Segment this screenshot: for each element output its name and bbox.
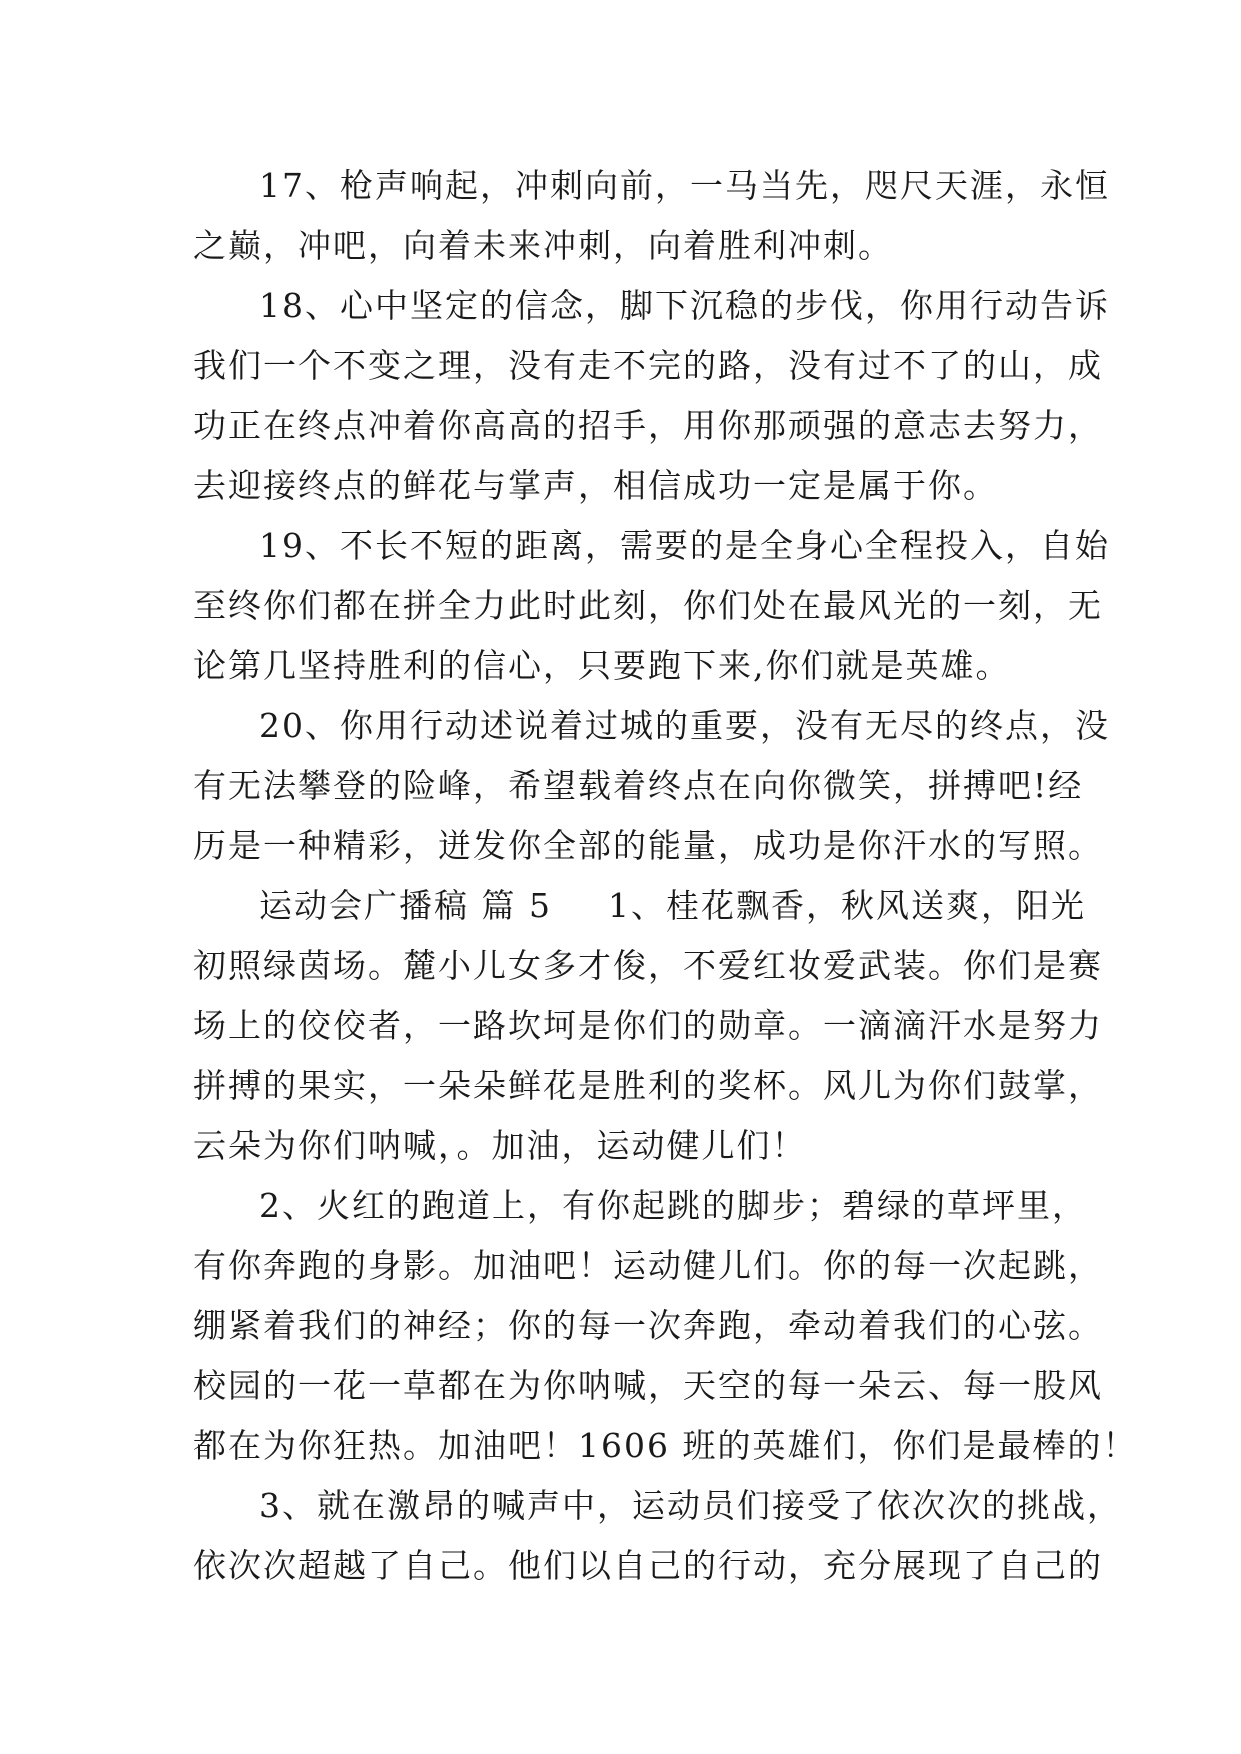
- text-line: 有你奔跑的身影。加油吧！运动健儿们。你的每一次起跳，: [193, 1246, 1103, 1285]
- text-line: 去迎接终点的鲜花与掌声，相信成功一定是属于你。: [193, 466, 998, 505]
- text-line: 绷紧着我们的神经；你的每一次奔跑，牵动着我们的心弦。: [193, 1306, 1103, 1345]
- text-line: 校园的一花一草都在为你呐喊，天空的每一朵云、每一股风: [193, 1366, 1103, 1405]
- document-body: [193, 156, 1138, 1596]
- text-line: 云朵为你们呐喊，。加油，运动健儿们！: [193, 1126, 807, 1165]
- text-line: 18、心中坚定的信念，脚下沉稳的步伐，你用行动告诉: [259, 286, 1110, 325]
- section-heading: 运动会广播稿 篇 5: [259, 886, 552, 925]
- text-line: 我们一个不变之理，没有走不完的路，没有过不了的山，成: [193, 346, 1103, 385]
- text-line: 都在为你狂热。加油吧！1606 班的英雄们，你们是最棒的！: [193, 1426, 1138, 1465]
- text-line: 初照绿茵场。麓小儿女多才俊，不爱红妆爱武装。你们是赛: [193, 946, 1103, 985]
- section-heading-line: [193, 876, 1086, 936]
- text-line: 功正在终点冲着你高高的招手，用你那顽强的意志去努力，: [193, 406, 1103, 445]
- text-line: 至终你们都在拼全力此时此刻，你们处在最风光的一刻，无: [193, 586, 1103, 625]
- text-line: 3、就在激昂的喊声中，运动员们接受了依次次的挑战，: [259, 1486, 1122, 1525]
- text-line: 有无法攀登的险峰，希望载着终点在向你微笑，拼搏吧!经: [193, 766, 1084, 805]
- text-line: 拼搏的果实，一朵朵鲜花是胜利的奖杯。风儿为你们鼓掌，: [193, 1066, 1103, 1105]
- text-line: 2、火红的跑道上，有你起跳的脚步；碧绿的草坪里，: [259, 1186, 1087, 1225]
- text-line: 论第几坚持胜利的信心，只要跑下来,你们就是英雄。: [193, 646, 1011, 685]
- text-line: 20、你用行动述说着过城的重要，没有无尽的终点，没: [259, 706, 1110, 745]
- text-line: 历是一种精彩，迸发你全部的能量，成功是你汗水的写照。: [193, 826, 1103, 865]
- text-line: 17、枪声响起，冲刺向前，一马当先，咫尺天涯，永恒: [259, 166, 1110, 205]
- text-line: 之巅，冲吧，向着未来冲刺，向着胜利冲刺。: [193, 226, 893, 265]
- section-first-sentence: 1、桂花飘香，秋风送爽，阳光: [607, 886, 1086, 925]
- text-line: 场上的佼佼者，一路坎坷是你们的勋章。一滴滴汗水是努力: [193, 1006, 1103, 1045]
- text-line: 19、不长不短的距离，需要的是全身心全程投入，自始: [259, 526, 1110, 565]
- text-line: 依次次超越了自己。他们以自己的行动，充分展现了自己的: [193, 1546, 1103, 1585]
